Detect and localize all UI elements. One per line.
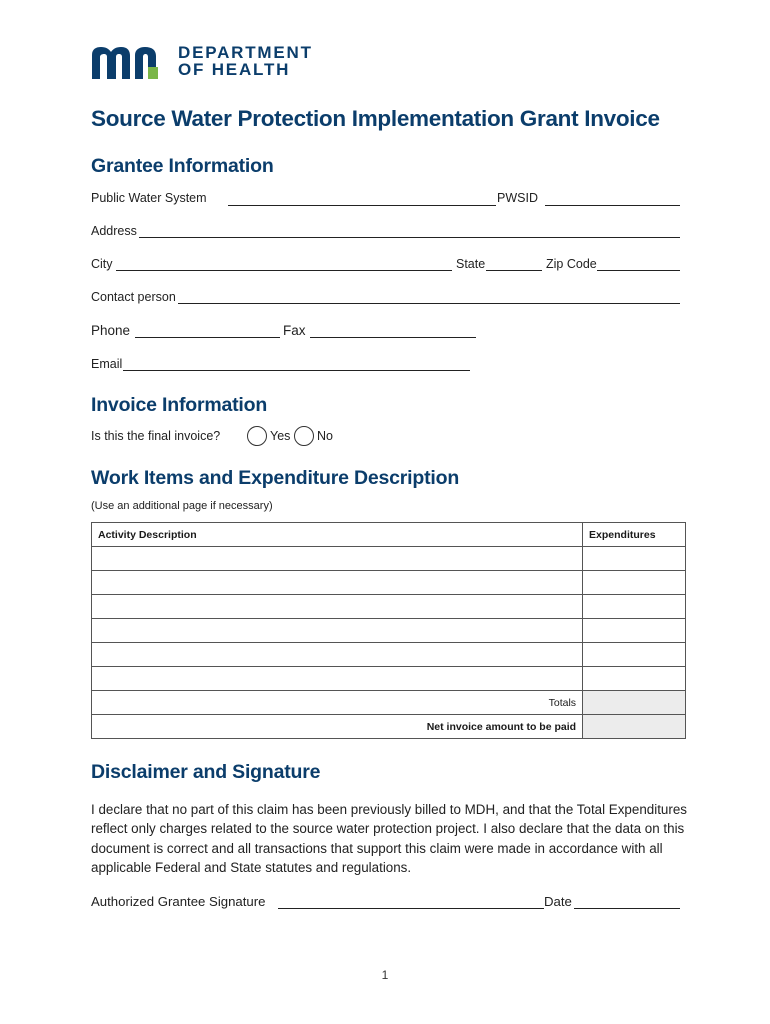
state-field[interactable] xyxy=(486,258,542,271)
signature-field[interactable] xyxy=(278,896,544,909)
expenditure-cell[interactable] xyxy=(583,595,686,619)
table-row xyxy=(92,619,686,643)
net-amount-cell xyxy=(583,715,686,739)
address-field[interactable] xyxy=(139,225,680,238)
logo-accent-block xyxy=(148,67,158,79)
activity-cell[interactable] xyxy=(92,571,583,595)
final-yes-radio[interactable] xyxy=(247,426,267,446)
final-invoice-question: Is this the final invoice? xyxy=(91,429,221,443)
net-amount-row xyxy=(92,715,686,739)
totals-label: Totals xyxy=(92,691,583,715)
phone-label: Phone xyxy=(91,323,131,338)
pwsid-label: PWSID xyxy=(497,191,538,205)
phone-field[interactable] xyxy=(135,325,280,338)
work-items-note: (Use an additional page if necessary) xyxy=(91,500,273,512)
org-name-line1: DEPARTMENT xyxy=(178,43,313,62)
activity-cell[interactable] xyxy=(92,667,583,691)
city-label: City xyxy=(91,257,113,271)
expenditures-header: Expenditures xyxy=(583,523,686,547)
zip-field[interactable] xyxy=(597,258,680,271)
expenditure-cell[interactable] xyxy=(583,547,686,571)
table-row xyxy=(92,667,686,691)
totals-cell xyxy=(583,691,686,715)
zip-label: Zip Code xyxy=(546,257,597,271)
contact-field[interactable] xyxy=(178,291,680,304)
activity-cell[interactable] xyxy=(92,619,583,643)
table-row xyxy=(92,571,686,595)
public-water-system-field[interactable] xyxy=(228,193,496,206)
email-label: Email xyxy=(91,357,123,371)
expenditure-cell[interactable] xyxy=(583,619,686,643)
fax-label: Fax xyxy=(283,323,306,338)
fax-field[interactable] xyxy=(310,325,476,338)
public-water-system-label: Public Water System xyxy=(91,191,207,205)
page-number: 1 xyxy=(381,968,389,982)
grantee-heading: Grantee Information xyxy=(91,155,274,177)
expenditure-cell[interactable] xyxy=(583,571,686,595)
disclaimer-text: I declare that no part of this claim has been previously billed to MDH, and that the Total Expenditures reflect only charges related to the source water protection project. I also declare that the data on this document is correct and all transactions that support this claim were made in accordance with all applicable Federal and State statutes and regulations. xyxy=(91,802,687,875)
net-amount-label: Net invoice amount to be paid xyxy=(92,715,583,739)
contact-label: Contact person xyxy=(91,290,176,304)
activity-cell[interactable] xyxy=(92,643,583,667)
final-no-label: No xyxy=(317,429,333,443)
date-field[interactable] xyxy=(574,896,680,909)
page-title: Source Water Protection Implementation Grant Invoice xyxy=(91,106,660,131)
address-label: Address xyxy=(91,224,137,238)
expenditure-table xyxy=(91,522,686,739)
activity-cell[interactable] xyxy=(92,547,583,571)
org-name-line2: OF HEALTH xyxy=(178,60,291,79)
final-no-radio[interactable] xyxy=(294,426,314,446)
final-yes-label: Yes xyxy=(270,429,291,443)
totals-row xyxy=(92,691,686,715)
org-name xyxy=(178,44,313,78)
state-label: State xyxy=(456,257,486,271)
city-field[interactable] xyxy=(116,258,452,271)
activity-cell[interactable] xyxy=(92,595,583,619)
table-row xyxy=(92,643,686,667)
activity-description-header: Activity Description xyxy=(92,523,583,547)
invoice-heading: Invoice Information xyxy=(91,394,268,416)
table-row xyxy=(92,547,686,571)
table-row xyxy=(92,595,686,619)
table-header-row xyxy=(92,523,686,547)
logo-m-shape xyxy=(92,47,130,79)
email-field[interactable] xyxy=(123,358,470,371)
expenditure-cell[interactable] xyxy=(583,643,686,667)
signature-label: Authorized Grantee Signature xyxy=(91,894,266,909)
work-items-heading: Work Items and Expenditure Description xyxy=(91,467,460,489)
pwsid-field[interactable] xyxy=(545,193,680,206)
disclaimer-heading: Disclaimer and Signature xyxy=(91,761,321,783)
expenditure-cell[interactable] xyxy=(583,667,686,691)
date-label: Date xyxy=(544,894,572,909)
